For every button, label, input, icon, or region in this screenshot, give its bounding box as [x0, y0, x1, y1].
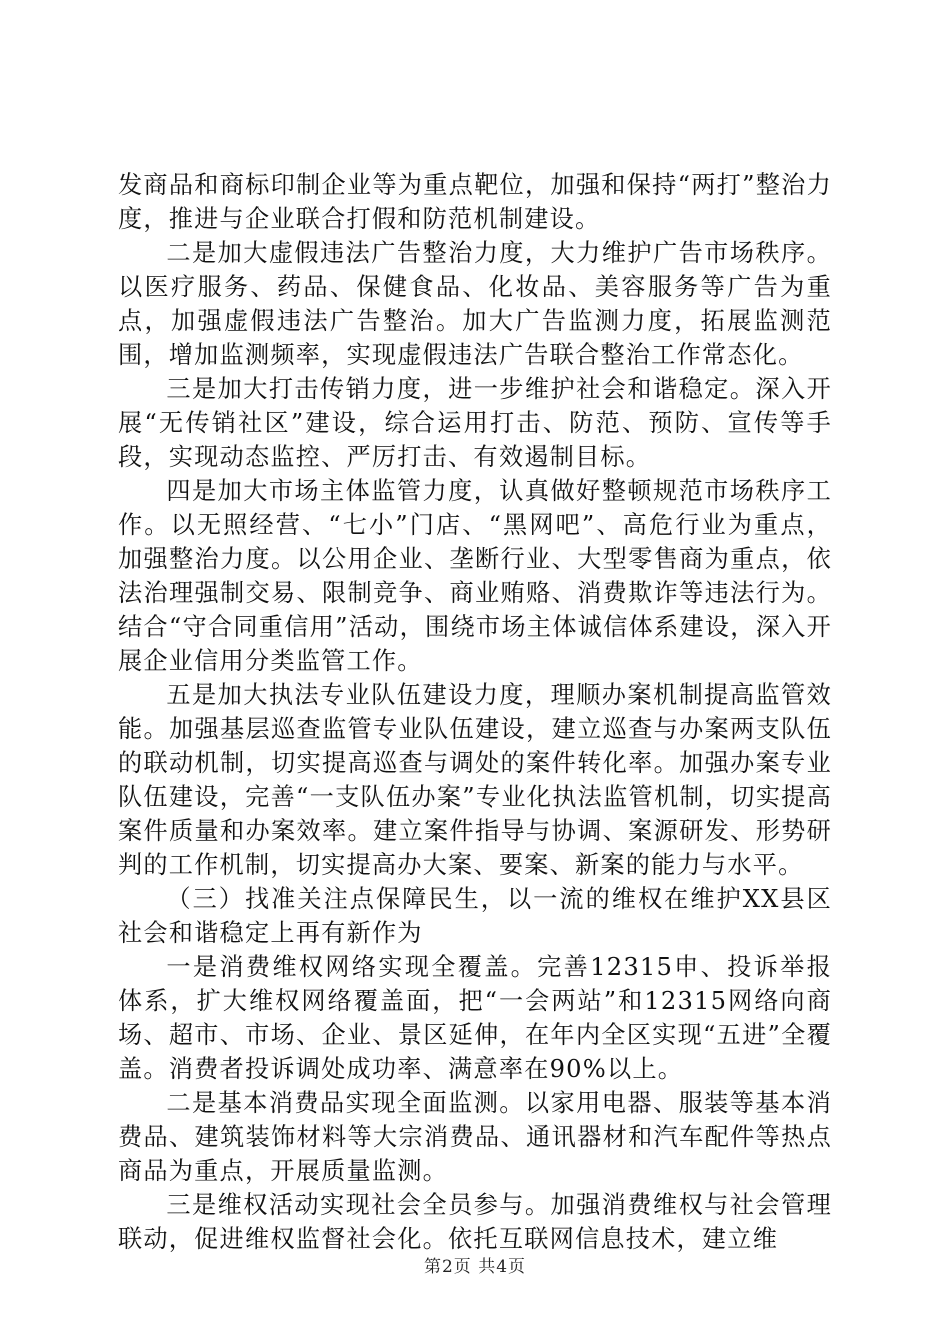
paragraph-2: 二是加大虚假违法广告整治力度，大力维护广告市场秩序。以医疗服务、药品、保健食品、化妆品、美容服务等广告为重点，加强虚假违法广告整治。加大广告监测力度，拓展监测范围，增加监测频率，实现虚假违法广告联合整治工作常态化。	[118, 239, 832, 369]
paragraph-4: 四是加大市场主体监管力度，认真做好整顿规范市场秩序工作。以无照经营、“七小”门店、“黑网吧”、高危行业为重点，加强整治力度。以公用企业、垄断行业、大型零售商为重点，依法治理强制交易、限制竞争、商业贿赂、消费欺诈等违法行为。结合“守合同重信用”活动，围绕市场主体诚信体系建设，深入开展企业信用分类监管工作。	[118, 477, 832, 675]
document-body	[118, 168, 832, 1256]
paragraph-5: 五是加大执法专业队伍建设力度，理顺办案机制提高监管效能。加强基层巡查监管专业队伍建设，建立巡查与办案两支队伍的联动机制，切实提高巡查与调处的案件转化率。加强办案专业队伍建设，完善“一支队伍办案”专业化执法监管机制，切实提高案件质量和办案效率。建立案件指导与协调、案源研发、形势研判的工作机制，切实提高办大案、要案、新案的能力与水平。	[118, 681, 832, 879]
paragraph-6: 一是消费维权网络实现全覆盖。完善12315申、投诉举报体系，扩大维权网络覆盖面，把“一会两站”和12315网络向商场、超市、市场、企业、景区延伸，在年内全区实现“五进”全覆盖。消费者投诉调处成功率、满意率在90%以上。	[118, 953, 832, 1083]
paragraph-7: 二是基本消费品实现全面监测。以家用电器、服装等基本消费品、建筑装饰材料等大宗消费品、通讯器材和汽车配件等热点商品为重点，开展质量监测。	[118, 1089, 832, 1185]
paragraph-3: 三是加大打击传销力度，进一步维护社会和谐稳定。深入开展“无传销社区”建设，综合运用打击、防范、预防、宣传等手段，实现动态监控、严厉打击、有效遏制目标。	[118, 375, 832, 471]
paragraph-8: 三是维权活动实现社会全员参与。加强消费维权与社会管理联动，促进维权监督社会化。依托互联网信息技术，建立维	[118, 1191, 832, 1253]
page-footer: 第2页 共4页	[423, 1257, 527, 1277]
section-heading-3: （三）找准关注点保障民生，以一流的维权在维护XX县区社会和谐稳定上再有新作为	[118, 885, 832, 947]
paragraph-1: 发商品和商标印制企业等为重点靶位，加强和保持“两打”整治力度，推进与企业联合打假和防范机制建设。	[118, 171, 832, 233]
